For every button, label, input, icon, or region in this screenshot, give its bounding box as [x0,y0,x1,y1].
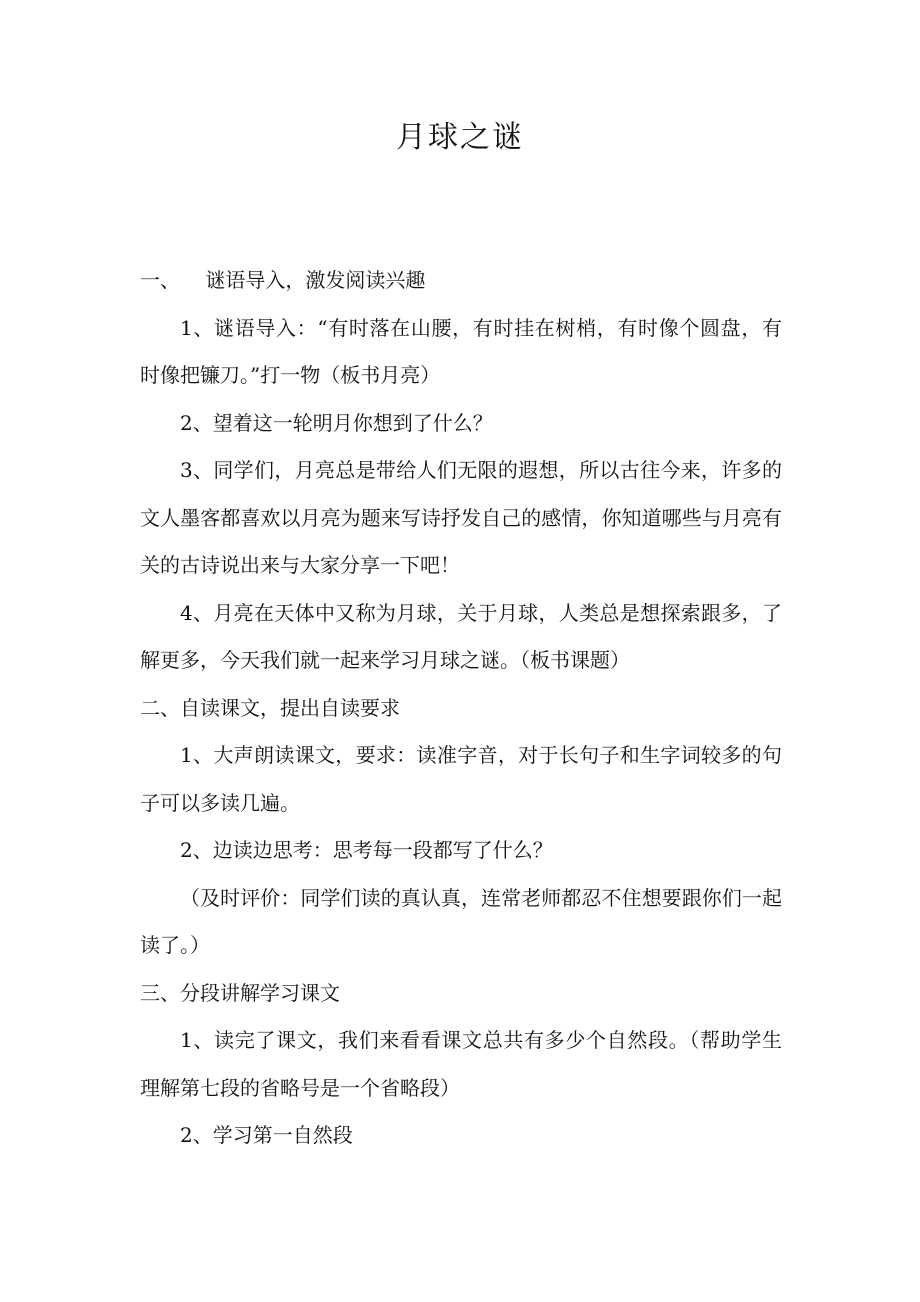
paragraph: （及时评价：同学们读的真认真，连常老师都忍不住想要跟你们一起读了。） [140,885,782,957]
paragraph: 4、月亮在天体中又称为月球，关于月球，人类总是想探索跟多，了解更多，今天我们就一起来学习月球之谜。（板书课题） [140,600,782,672]
page-title: 月球之谜 [396,120,524,155]
section-heading-1: 一、 谜语导入，激发阅读兴趣 [140,268,426,292]
paragraph: 2、望着这一轮明月你想到了什么？ [180,410,493,435]
section-heading-2: 二、自读课文，提出自读要求 [140,695,400,720]
paragraph: 2、边读边思考：思考每一段都写了什么？ [180,838,553,862]
paragraph: 1、读完了课文，我们来看看课文总共有多少个自然段。（帮助学生理解第七段的省略号是一个省略段） [140,1028,782,1100]
document-body [140,257,782,1160]
paragraph: 1、大声朗读课文，要求：读准字音，对于长句子和生字词较多的句子可以多读几遍。 [140,743,782,815]
paragraph: 1、谜语导入：“有时落在山腰，有时挂在树梢，有时像个圆盘，有时像把镰刀。”打一物（板书月亮） [140,315,782,387]
section-heading-3: 三、分段讲解学习课文 [140,980,340,1005]
paragraph: 2、学习第一自然段 [180,1123,353,1147]
paragraph: 3、同学们，月亮总是带给人们无限的遐想，所以古往今来，许多的文人墨客都喜欢以月亮为题来写诗抒发自己的感情，你知道哪些与月亮有关的古诗说出来与大家分享一下吧！ [140,458,782,577]
